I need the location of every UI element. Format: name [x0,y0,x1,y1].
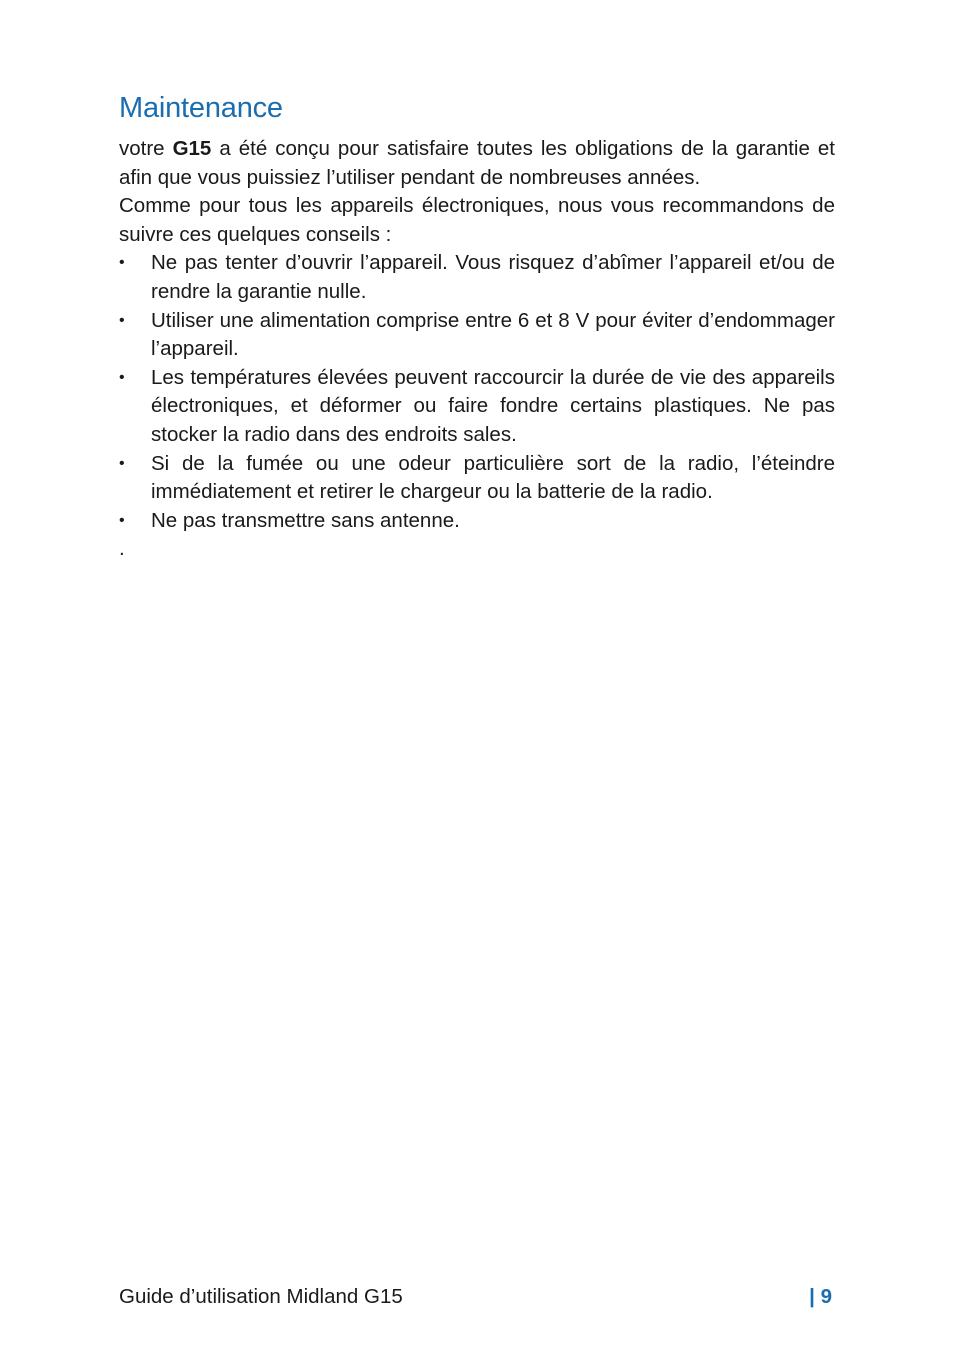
page-title: Maintenance [119,92,283,124]
footer-guide-title: Guide d’utilisation Midland G15 [119,1285,403,1308]
bullet-icon: • [119,368,125,386]
intro-paragraph [119,135,835,249]
intro-sentence-2: Comme pour tous les appareils électroniques, nous vous recommandons de suivre ces quelques conseils : [119,194,835,246]
tip-text: Ne pas tenter d’ouvrir l’appareil. Vous risquez d’abîmer l’appareil et/ou de rendre la garantie nulle. [151,251,835,303]
bullet-icon: • [119,454,125,472]
bullet-icon: • [119,254,125,272]
list-item [119,249,835,306]
footer-page-number: | 9 [809,1285,832,1308]
maintenance-tips-list [119,249,835,535]
model-name: G15 [172,137,212,160]
list-item [119,307,835,364]
tip-text: Utiliser une alimentation comprise entre 6 et 8 V pour éviter d’endommager l’appareil. [151,308,835,361]
bullet-icon: • [119,511,125,529]
intro-prefix: votre [119,137,173,160]
tip-text: Ne pas transmettre sans antenne. [151,508,460,532]
body-content [119,135,835,564]
list-item [119,364,835,450]
tip-text: Si de la fumée ou une odeur particulière sort de la radio, l’éteindre immédiatement et retirer le chargeur ou la batterie de la radio. [151,451,835,504]
list-item [119,507,835,536]
trailing-mark: . [119,537,125,561]
tip-text: Les températures élevées peuvent raccourcir la durée de vie des appareils électroniques, et déformer ou faire fondre certains plastiques. Ne pas stocker la radio dans des endroits sales. [151,365,835,446]
list-item [119,450,835,507]
bullet-icon: • [119,311,125,329]
intro-sentence-1: a été conçu pour satisfaire toutes les obligations de la garantie et afin que vous puissiez l’utiliser pendant de nombreuses années. [119,137,835,189]
